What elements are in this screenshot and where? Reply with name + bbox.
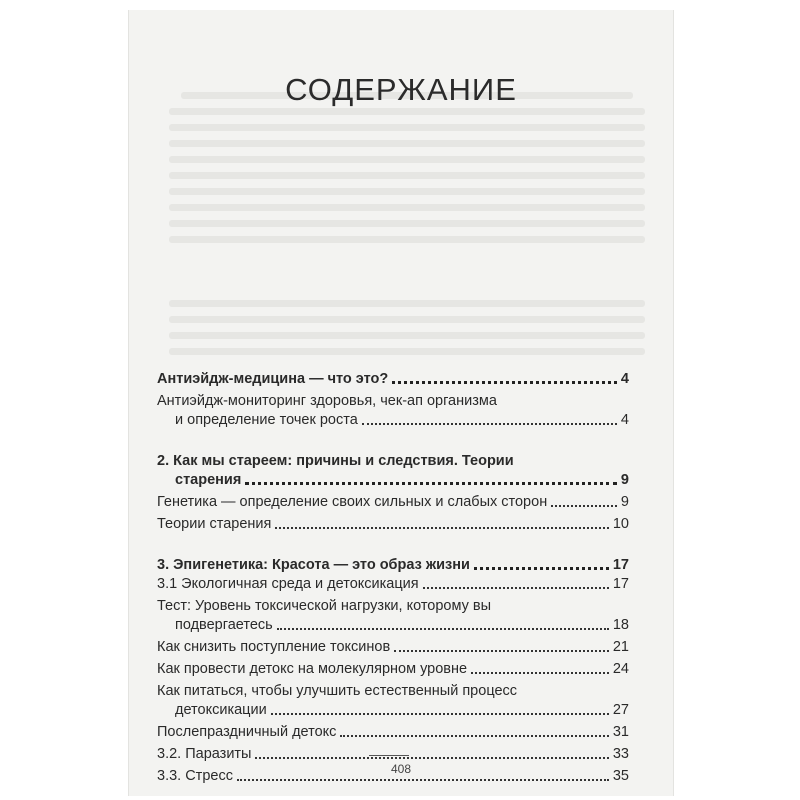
toc-page-number: 35 — [612, 768, 629, 784]
toc-entry-text-cont: старения — [175, 472, 242, 488]
toc-entry-text: 3. Эпигенетика: Красота — это образ жизни — [157, 557, 470, 573]
toc-entry — [157, 660, 629, 679]
toc-entry — [157, 411, 629, 430]
dot-leader — [271, 713, 609, 715]
toc-entry-text-cont: детоксикации — [175, 702, 267, 718]
toc-entry-text: Антиэйдж-мониторинг здоровья, чек-ап организма — [157, 393, 497, 409]
toc-entry-text: Как питаться, чтобы улучшить естественный процесс — [157, 683, 518, 699]
footer-rule — [369, 755, 409, 756]
toc-entry — [157, 493, 629, 512]
toc-page-number: 9 — [620, 472, 629, 488]
toc-page-number: 24 — [612, 661, 629, 677]
toc-entry — [157, 575, 629, 594]
book-page — [128, 10, 674, 796]
toc-entry — [157, 701, 629, 720]
toc-page-number: 4 — [620, 371, 629, 387]
page-title: СОДЕРЖАНИЕ — [285, 72, 517, 107]
toc-entry — [157, 471, 629, 490]
toc-entry-text: 3.1 Экологичная среда и детоксикация — [157, 576, 419, 592]
toc-entry-text-cont: и определение точек роста — [175, 412, 358, 428]
toc-entry-text: Послепраздничный детокс — [157, 724, 337, 740]
toc-page-number: 9 — [620, 494, 629, 510]
dot-leader — [255, 757, 608, 759]
toc-page-number: 10 — [612, 516, 629, 532]
toc-entry-text-cont: подвергаетесь — [175, 617, 273, 633]
toc-page-number: 18 — [612, 617, 629, 633]
page-number: 408 — [390, 762, 412, 776]
toc-entry — [157, 616, 629, 635]
dot-leader — [245, 482, 617, 485]
toc-entry — [157, 556, 629, 575]
toc-entry-text: Теории старения — [157, 516, 272, 532]
toc-page-number: 4 — [620, 412, 629, 428]
toc-entry — [157, 370, 629, 389]
dot-leader — [275, 527, 609, 529]
dot-leader — [394, 650, 609, 652]
toc-entry-text: 3.3. Стресс — [157, 768, 233, 784]
dot-leader — [471, 672, 609, 674]
dot-leader — [392, 381, 617, 384]
toc-entry-text: Как провести детокс на молекулярном уровне — [157, 661, 468, 677]
toc-entry-text: Как снизить поступление токсинов — [157, 639, 391, 655]
toc-page-number: 33 — [612, 746, 629, 762]
dot-leader — [474, 567, 609, 570]
toc-entry-text: Тест: Уровень токсической нагрузки, которому вы — [157, 598, 492, 614]
toc-page-number: 17 — [612, 576, 629, 592]
toc-page-number: 17 — [612, 557, 629, 573]
dot-leader — [277, 628, 609, 630]
toc-page-number: 27 — [612, 702, 629, 718]
toc-entry-text: Генетика — определение своих сильных и слабых сторон — [157, 494, 548, 510]
dot-leader — [423, 587, 609, 589]
toc-page-number: 31 — [612, 724, 629, 740]
toc-entry-text: 2. Как мы стареем: причины и следствия. Теории — [157, 453, 514, 469]
dot-leader — [340, 735, 608, 737]
toc-entry — [157, 515, 629, 534]
dot-leader — [551, 505, 617, 507]
toc-entry — [157, 723, 629, 742]
toc-entry — [157, 638, 629, 657]
table-of-contents — [157, 370, 629, 786]
toc-page-number: 21 — [612, 639, 629, 655]
dot-leader — [362, 423, 617, 425]
toc-entry-text: Антиэйдж-медицина — что это? — [157, 371, 389, 387]
toc-entry-text: 3.2. Паразиты — [157, 746, 252, 762]
dot-leader — [237, 779, 609, 781]
